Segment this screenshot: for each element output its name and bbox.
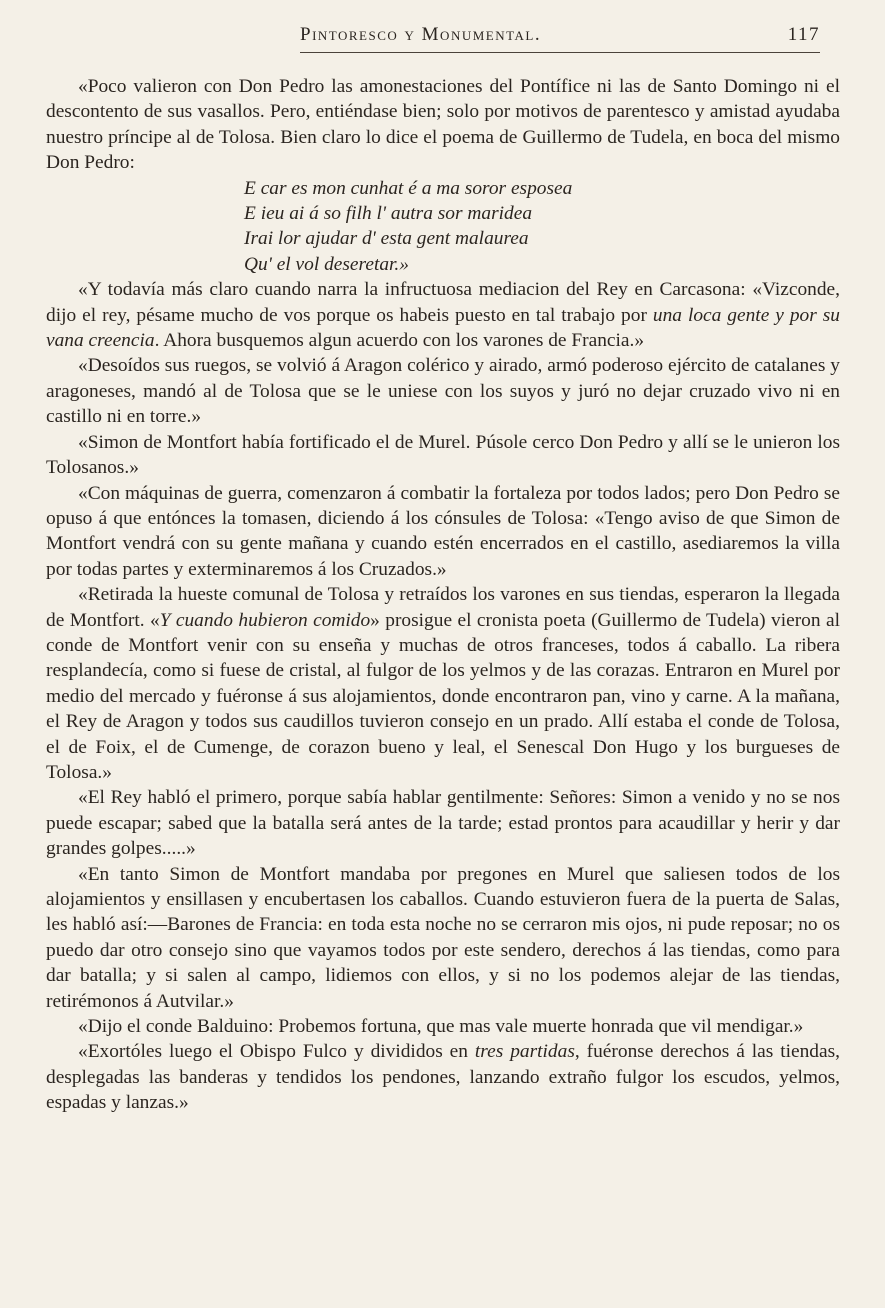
paragraph: «Simon de Montfort había fortificado el de Murel. Púsole cerco Don Pedro y allí se le unieron los Tolosanos.»	[46, 431, 840, 479]
header-rule	[300, 52, 820, 53]
paragraph: «Poco valieron con Don Pedro las amonestaciones del Pontífice ni las de Santo Domingo ni el descontento de sus vasallos. Pero, entiéndase bien; solo por motivos de parentesco y amistad ayudaba nuestro príncipe al de Tolosa. Bien claro lo dice el poema de Guillermo de Tudela, en boca del mismo Don Pedro:	[46, 76, 840, 174]
paragraph: «El Rey habló el primero, porque sabía hablar gentilmente: Señores: Simon a venido y no se nos puede escapar; sabed que la batalla será antes de la tarde; estad prontos para acaudillar y herir y dar grandes golpes.....»	[46, 787, 840, 860]
paragraph: «Desoídos sus ruegos, se volvió á Aragon colérico y airado, armó poderoso ejército de catalanes y aragoneses, mandó al de Tolosa que se le uniese con los suyos y juró no dejar cruzado vivo ni en castillo ni en torre.»	[46, 355, 840, 428]
verse-line: Irai lor ajudar d' esta gent malaurea	[244, 228, 529, 250]
text-run: » prosigue el cronista poeta (Guillermo de Tudela) vieron al conde de Montfort venir con su enseña y muchas de otros franceses, todos á caballo. La ribera resplandecía, como si fuese de cristal, al fulgor de los yelmos y de las corazas. Entraron en Murel por medio del mercado y fuéronse á sus alojamientos, donde encontraron pan, vino y carne. A la mañana, el Rey de Aragon y todos sus caudillos tuvieron consejo en un prado. Allí estaba el conde de Tolosa, el de Foix, el de Cumenge, de corazon bueno y leal, el Senescal Don Hugo y los burgueses de Tolosa.»	[46, 609, 840, 783]
text-run: «Exortóles luego el Obispo Fulco y divididos en	[78, 1041, 475, 1063]
page-header	[300, 24, 820, 46]
verse-line: Qu' el vol deseretar.»	[244, 253, 409, 275]
text-run: «Retirada la hueste comunal de Tolosa y retraídos los varones en sus tiendas, esperaron la llegada de Montfort. «	[46, 584, 840, 631]
running-title: Pintoresco y Monumental.	[300, 24, 542, 45]
italic-run: Y cuando hubieron comido	[159, 609, 371, 631]
paragraph	[46, 582, 840, 785]
paragraph: «Dijo el conde Balduino: Probemos fortuna, que mas vale muerte honrada que vil mendigar.»	[78, 1016, 804, 1038]
paragraph: «Con máquinas de guerra, comenzaron á combatir la fortaleza por todos lados; pero Don Pedro se opuso á que entónces la tomasen, diciendo á los cónsules de Tolosa: «Tengo aviso de que Simon de Montfort vendrá con su gente mañana y cuando estén encerrados en el castillo, asediaremos la villa por todas partes y exterminaremos á los Cruzados.»	[46, 482, 840, 580]
paragraph	[46, 1039, 840, 1115]
verse-quote	[244, 176, 840, 278]
paragraph: «En tanto Simon de Montfort mandaba por pregones en Murel que saliesen todos de los alojamientos y ensillasen y encubertasen los caballos. Cuando estuvieron fuera de la puerta de Salas, les habló así:—Barones de Francia: en toda esta noche no se cerraron mis ojos, ni pude reposar; no os puedo dar otro consejo sino que vayamos todos por este sendero, derechos á las tiendas, como para dar batalla; y si salen al campo, lidiemos con ellos, y si no los podemos alejar de las tiendas, retirémonos á Autvilar.»	[46, 863, 840, 1012]
text-run: «Y todavía más claro cuando narra la infructuosa mediacion del Rey en Carcasona: «Vizconde, dijo el rey, pésame mucho de vos porque os habeis puesto en tal trabajo por	[46, 279, 840, 326]
verse-line: E ieu ai á so filh l' autra sor maridea	[244, 203, 533, 225]
paragraph	[46, 277, 840, 353]
italic-run: una loca gente y por su vana creencia	[46, 304, 841, 352]
verse-line: E car es mon cunhat é a ma soror esposea	[244, 177, 573, 199]
italic-run: tres partidas	[474, 1041, 575, 1063]
page-number: 117	[787, 24, 820, 45]
text-run: . Ahora busquemos algun acuerdo con los varones de Francia.»	[154, 330, 645, 352]
body-text	[46, 74, 840, 1116]
text-run: , fuéronse derechos á las tiendas, desplegadas las banderas y tendidos los pendones, lanzando extraño fulgor los escudos, yelmos, espadas y lanzas.»	[46, 1041, 840, 1114]
